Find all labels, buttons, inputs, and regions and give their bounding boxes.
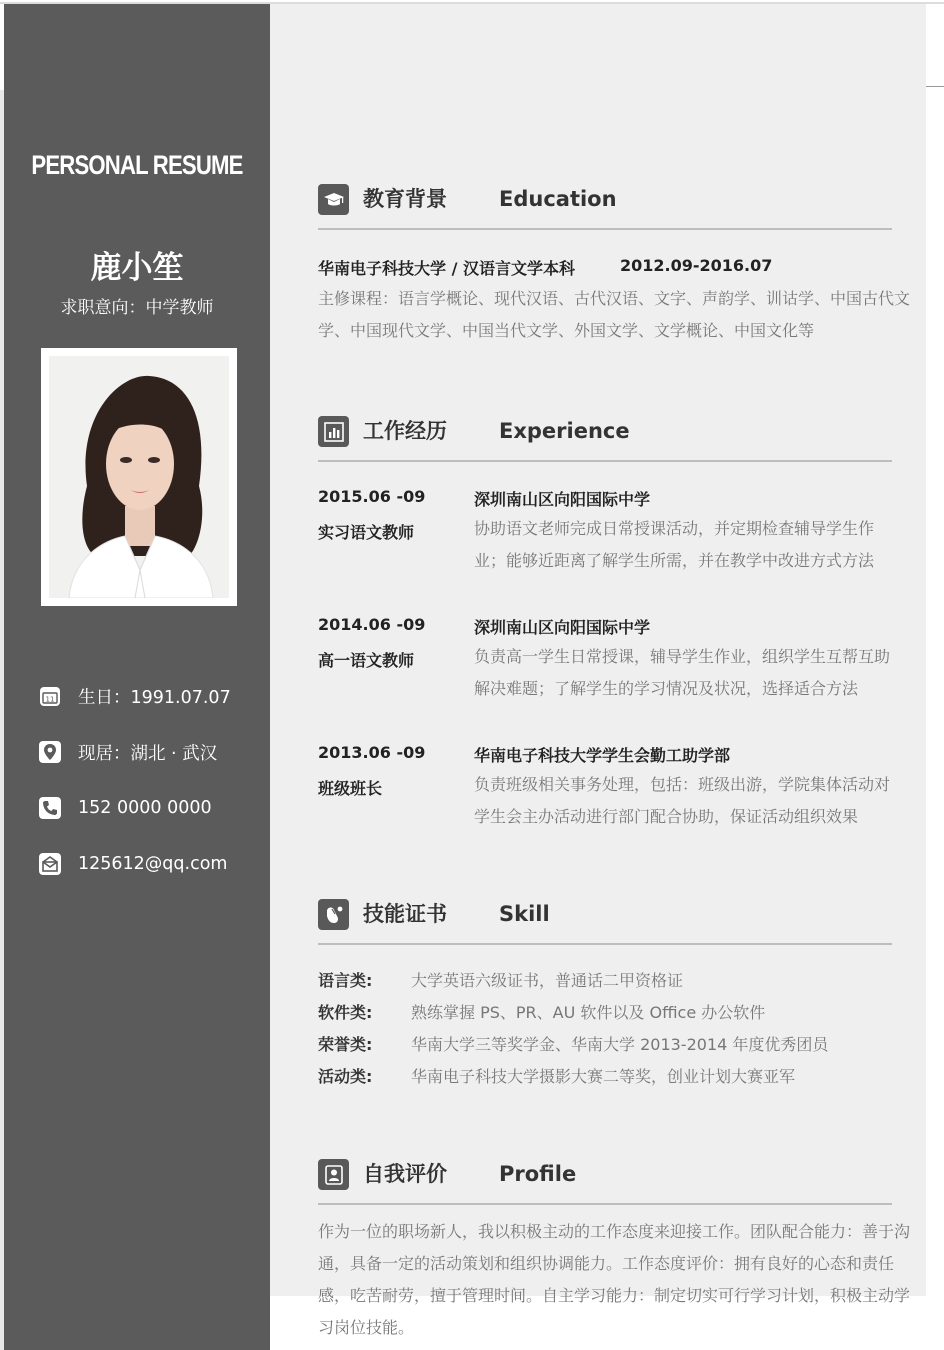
- profile-section-header: [318, 1159, 892, 1205]
- skill-row: [318, 997, 765, 1029]
- resume-title: PERSONAL RESUME: [31, 150, 243, 180]
- experience-role: 高一语文教师: [318, 651, 415, 670]
- envelope-icon: [38, 852, 62, 876]
- skill-row: [318, 965, 683, 997]
- skill-label: 荣誉类:: [318, 1035, 373, 1054]
- svg-text:11: 11: [45, 695, 55, 704]
- experience-title-cn: 工作经历: [363, 419, 447, 443]
- experience-date: 2015.06 -09: [318, 487, 426, 506]
- graduation-cap-icon: [318, 184, 349, 215]
- education-period: 2012.09-2016.07: [620, 256, 773, 275]
- experience-role: 实习语文教师: [318, 523, 415, 542]
- skill-text: 熟练掌握 PS、PR、AU 软件以及 Office 办公软件: [411, 1003, 766, 1022]
- skill-title-en: Skill: [499, 902, 550, 926]
- skill-label: 语言类:: [318, 971, 373, 990]
- experience-date: 2014.06 -09: [318, 615, 426, 634]
- education-courses: 主修课程：语言学概论、现代汉语、古代汉语、文字、声韵学、训诂学、中国古代文学、中国现代文学、中国当代文学、外国文学、文学概论、中国文化等: [318, 289, 911, 340]
- experience-org: 华南电子科技大学学生会勤工助学部: [474, 746, 731, 765]
- profile-photo: [49, 356, 229, 598]
- experience-desc: 负责高一学生日常授课，辅导学生作业，组织学生互帮互助解决难题；了解学生的学习情况及状况，选择适合方法: [474, 647, 891, 698]
- experience-role: 班级班长: [318, 779, 383, 798]
- skill-text: 大学英语六级证书，普通话二甲资格证: [411, 971, 684, 990]
- contact-birthday: [38, 681, 231, 711]
- experience-desc: 负责班级相关事务处理，包括：班级出游，学院集体活动对学生会主办活动进行部门配合协助，保证活动组织效果: [474, 775, 891, 826]
- experience-title-en: Experience: [499, 419, 630, 443]
- skill-label: 活动类:: [318, 1067, 373, 1086]
- skill-text: 华南电子科技大学摄影大赛二等奖，创业计划大赛亚军: [411, 1067, 796, 1086]
- location-text: 现居：湖北 · 武汉: [78, 743, 218, 764]
- skill-section-header: [318, 899, 892, 945]
- contact-location: [38, 737, 217, 767]
- sidebar: [4, 4, 270, 1350]
- skill-row: [318, 1029, 828, 1061]
- education-section-header: [318, 184, 892, 230]
- profile-text: 作为一位的职场新人，我以积极主动的工作态度来迎接工作。团队配合能力：善于沟通，具备一定的活动策划和组织协调能力。工作态度评价：拥有良好的心态和责任感，吃苦耐劳，擅于管理时间。自主学习能力：制定切实可行学习计划，积极主动学习岗位技能。: [318, 1222, 911, 1337]
- education-title-cn: 教育背景: [363, 187, 447, 211]
- calendar-icon: [38, 684, 62, 708]
- photo-frame: [41, 348, 237, 606]
- candidate-name: 鹿小笙: [90, 250, 184, 286]
- job-objective: 求职意向：中学教师: [60, 298, 214, 318]
- bar-chart-icon: [318, 416, 349, 447]
- location-pin-icon: [38, 740, 62, 764]
- experience-desc: 协助语文老师完成日常授课活动，并定期检查辅导学生作业；能够近距离了解学生所需，并在教学中改进方式方法: [474, 519, 875, 570]
- skill-title-cn: 技能证书: [363, 902, 447, 926]
- experience-org: 深圳南山区向阳国际中学: [474, 490, 651, 509]
- education-school: 华南电子科技大学 / 汉语言文学本科: [318, 259, 575, 278]
- profile-title-cn: 自我评价: [363, 1162, 447, 1186]
- skill-text: 华南大学三等奖学金、华南大学 2013-2014 年度优秀团员: [411, 1035, 829, 1054]
- profile-title-en: Profile: [499, 1162, 577, 1186]
- person-badge-icon: [318, 1159, 349, 1190]
- birthday-text: 生日：1991.07.07: [78, 687, 231, 708]
- phone-icon: [38, 796, 62, 820]
- skill-row: [318, 1061, 795, 1093]
- experience-org: 深圳南山区向阳国际中学: [474, 618, 651, 637]
- phone-text: 152 0000 0000: [78, 798, 212, 818]
- email-text: 125612@qq.com: [78, 854, 228, 874]
- skill-label: 软件类:: [318, 1003, 373, 1022]
- paper-edge-line: [926, 86, 944, 87]
- experience-section-header: [318, 416, 892, 462]
- experience-date: 2013.06 -09: [318, 743, 426, 762]
- education-title-en: Education: [499, 187, 617, 211]
- contact-email: [38, 849, 227, 879]
- contact-phone: [38, 793, 212, 823]
- mouse-hand-icon: [318, 899, 349, 930]
